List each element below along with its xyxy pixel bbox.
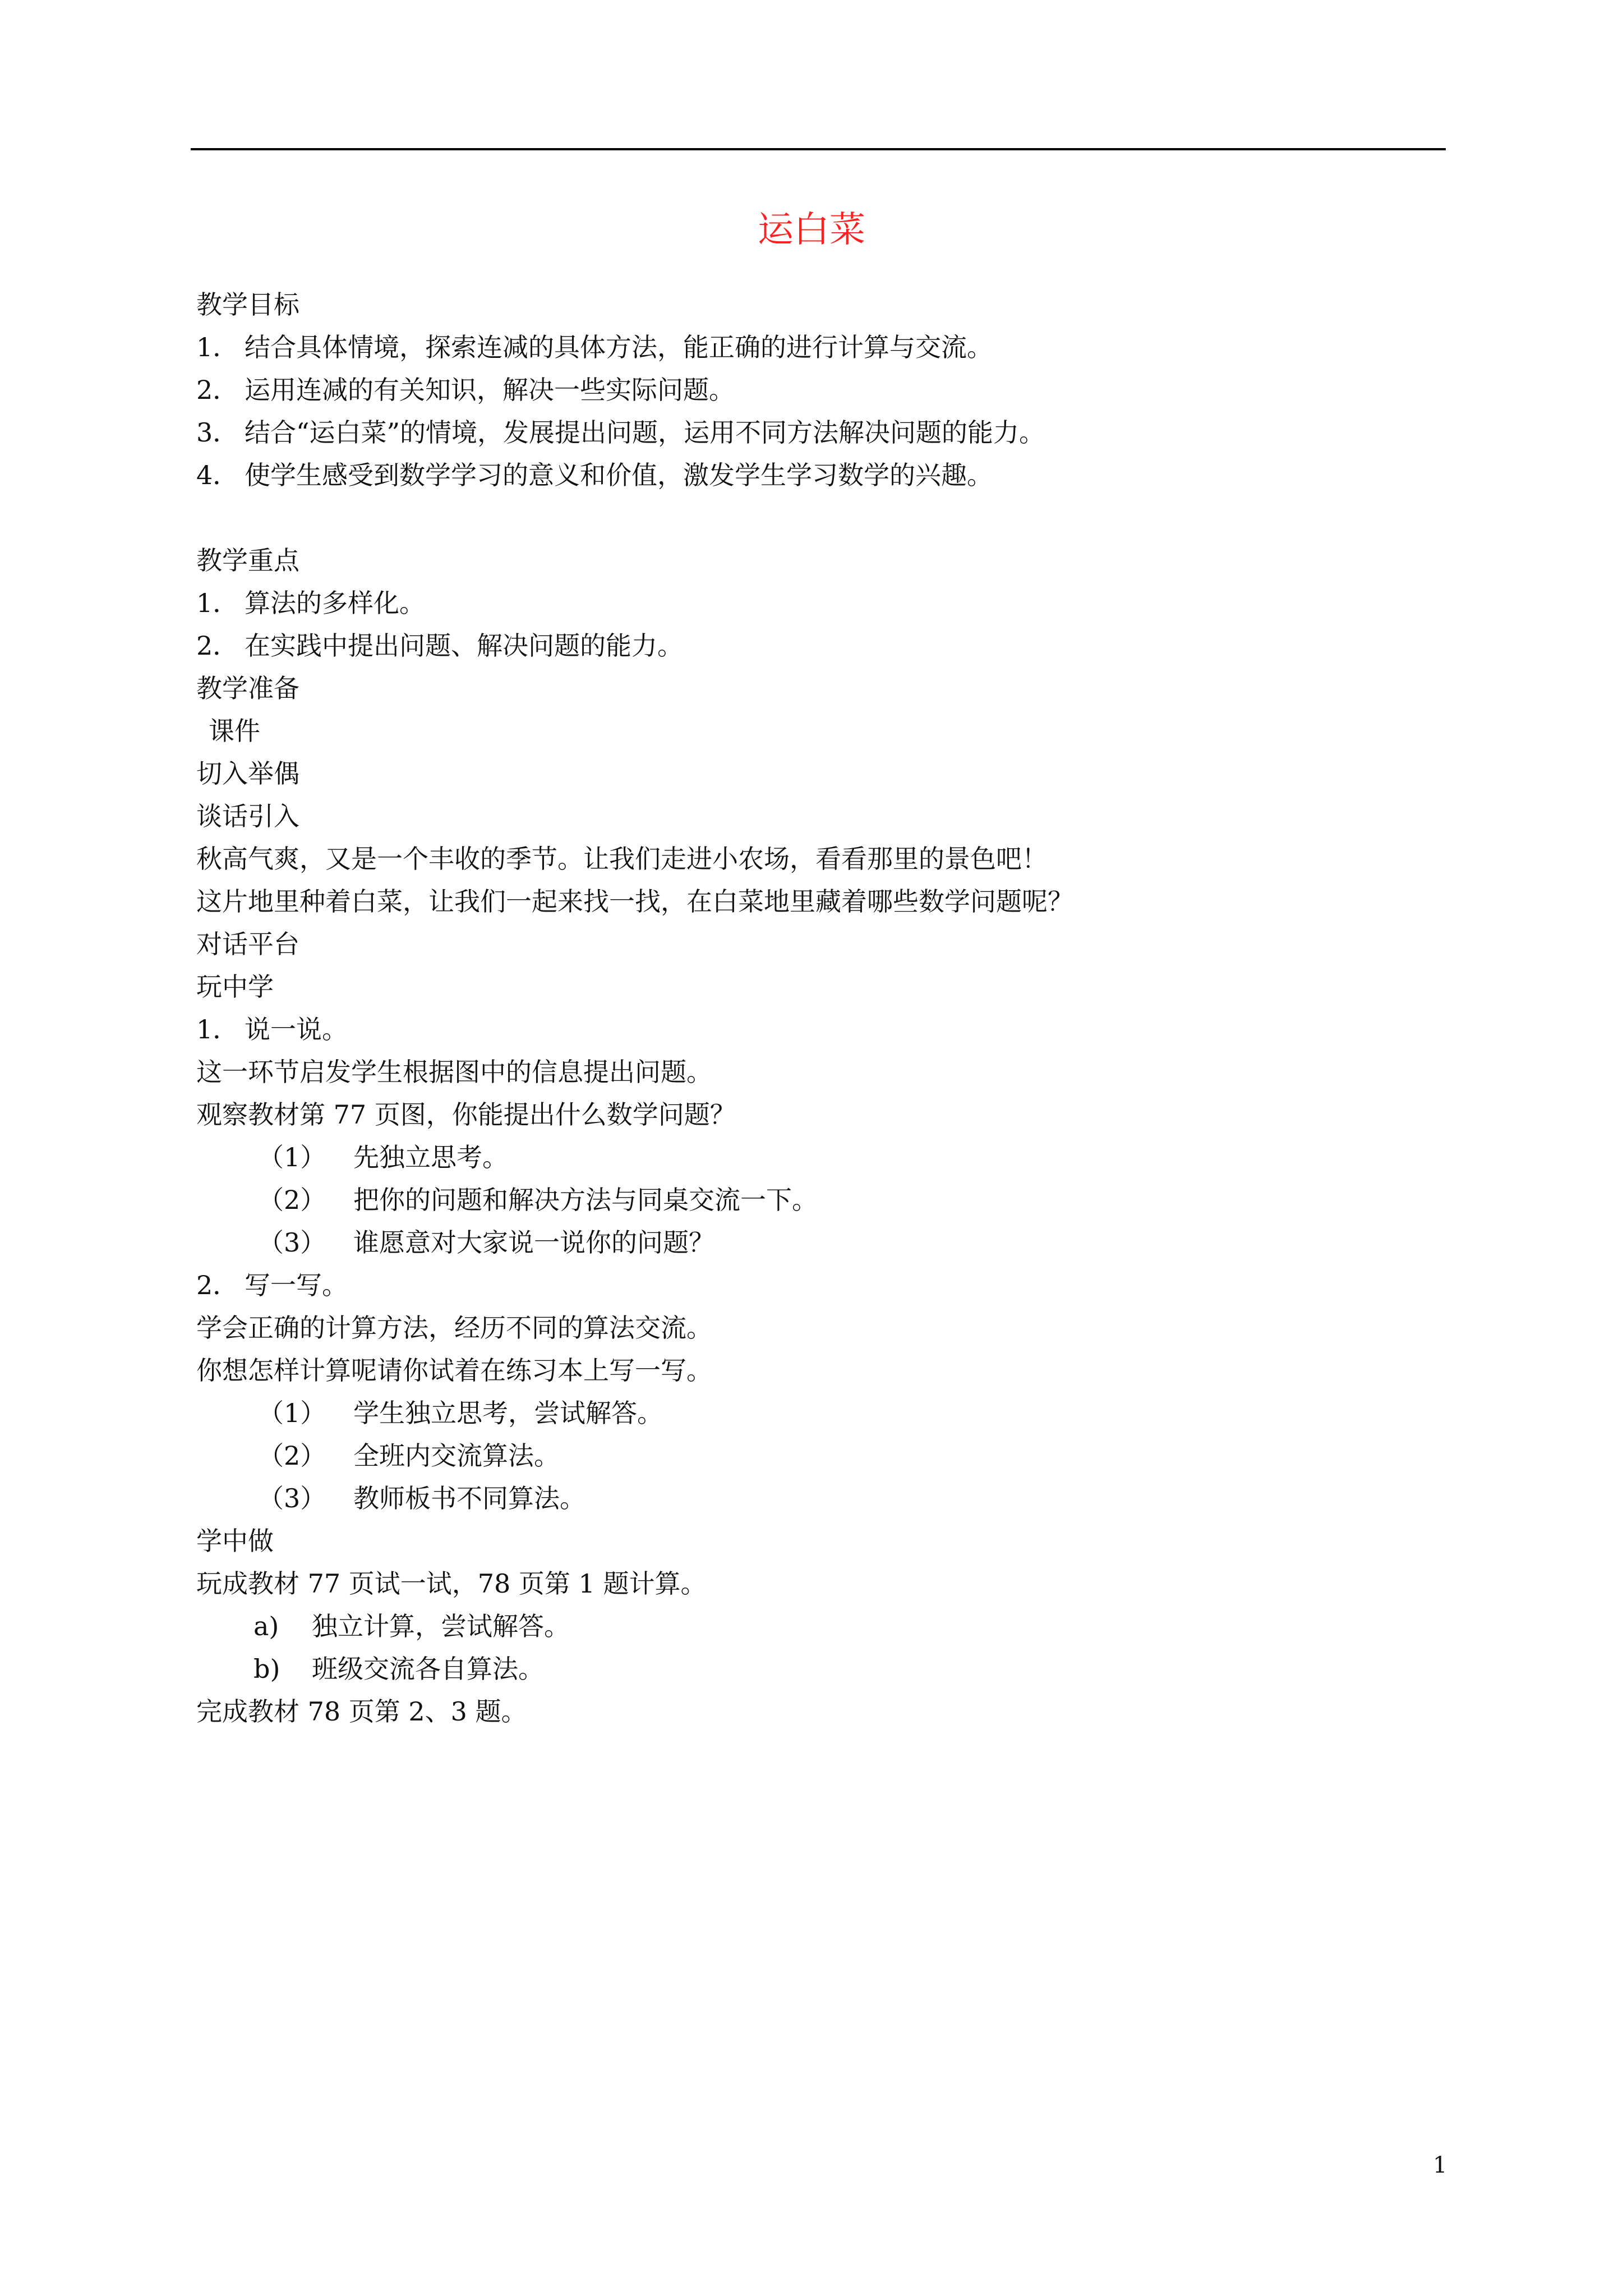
goal-item-1: 1． 结合具体情境，探索连减的具体方法，能正确的进行计算与交流。	[196, 332, 993, 362]
paragraph-line: 你想怎样计算呢请你试着在练习本上写一写。	[196, 1355, 712, 1386]
heading-intro: 切入举偶	[196, 758, 299, 789]
sub-item: （2） 把你的问题和解决方法与同桌交流一下。	[258, 1185, 818, 1215]
heading-talk-intro: 谈话引入	[196, 801, 299, 831]
sub-item: （1） 先独立思考。	[258, 1142, 508, 1172]
step-item-2: 2． 写一写。	[196, 1270, 348, 1300]
focus-item-2: 2． 在实践中提出问题、解决问题的能力。	[196, 631, 683, 661]
paragraph-line: 这一环节启发学生根据图中的信息提出问题。	[196, 1057, 712, 1087]
goal-item-2: 2． 运用连减的有关知识，解决一些实际问题。	[196, 375, 735, 405]
header-rule	[191, 148, 1446, 150]
paragraph-line: 这片地里种着白菜，让我们一起来找一找，在白菜地里藏着哪些数学问题呢？	[196, 886, 1073, 917]
sub-item: （3） 教师板书不同算法。	[258, 1483, 585, 1513]
heading-learn-do: 学中做	[196, 1526, 274, 1556]
page-number: 1	[1433, 2152, 1447, 2178]
heading-dialogue: 对话平台	[196, 929, 299, 959]
paragraph-line: 完成教材 78 页第 2、3 题。	[196, 1696, 527, 1727]
sub-item: （1） 学生独立思考，尝试解答。	[258, 1398, 663, 1428]
sub-item: （3） 谁愿意对大家说一说你的问题？	[258, 1227, 714, 1258]
prep-item: 课件	[209, 716, 260, 746]
heading-teaching-focus: 教学重点	[196, 545, 299, 576]
document-title: 运白菜	[758, 209, 865, 251]
step-item-1: 1． 说一说。	[196, 1014, 348, 1045]
heading-teaching-goals: 教学目标	[196, 289, 299, 320]
alpha-item: b) 班级交流各自算法。	[253, 1654, 544, 1684]
heading-teaching-prep: 教学准备	[196, 673, 299, 703]
heading-play-learn: 玩中学	[196, 972, 274, 1002]
goal-item-4: 4． 使学生感受到数学学习的意义和价值，激发学生学习数学的兴趣。	[196, 460, 993, 490]
goal-item-3: 3． 结合“运白菜”的情境，发展提出问题，运用不同方法解决问题的能力。	[196, 417, 1045, 448]
paragraph-line: 秋高气爽，又是一个丰收的季节。让我们走进小农场，看看那里的景色吧！	[196, 844, 1048, 874]
focus-item-1: 1． 算法的多样化。	[196, 588, 425, 618]
paragraph-line: 学会正确的计算方法，经历不同的算法交流。	[196, 1313, 712, 1343]
paragraph-line: 观察教材第 77 页图，你能提出什么数学问题？	[196, 1099, 736, 1130]
sub-item: （2） 全班内交流算法。	[258, 1441, 560, 1471]
alpha-item: a) 独立计算，尝试解答。	[253, 1611, 570, 1641]
paragraph-line: 玩成教材 77 页试一试，78 页第 1 题计算。	[196, 1568, 707, 1599]
